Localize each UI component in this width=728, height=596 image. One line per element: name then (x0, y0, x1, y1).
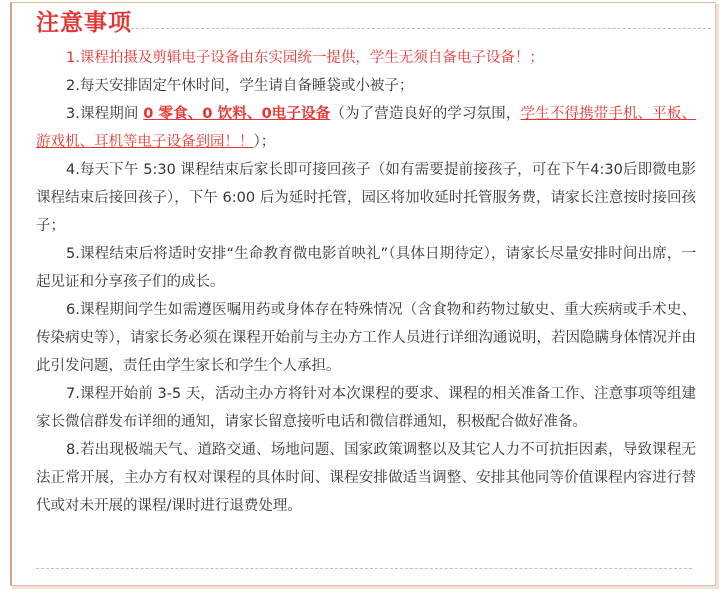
notice-item-8: 8.若出现极端天气、道路交通、场地问题、国家政策调整以及其它人力不可抗拒因素，导致课程无法正常开展，主办方有权对课程的具体时间、课程安排做适当调整、安排其他同等价值课程内容进行替代或对未开展的课程/课时进行退费处理。 (36, 442, 696, 514)
frame-shadow (12, 586, 719, 589)
notice-item-6: 6.课程期间学生如需遵医嘱用药或身体存在特殊情况（含食物和药物过敏史、重大疾病或手术史、传染病史等），请家长务必须在课程开始前与主办方工作人员进行详细沟通说明，若因隐瞒身体情况并由此引发问题，责任由学生家长和学生个人承担。 (36, 302, 696, 374)
notice-item-3-lead: 3.课程期间 (66, 106, 144, 122)
frame-shadow (716, 4, 719, 588)
notice-item-4: 4.每天下午 5:30 课程结束后家长即可接回孩子（如有需要提前接孩子，可在下午4:30后即微电影课程结束后接回孩子），下午 6:00 后为延时托管，园区将加收延时托管服务费，请家长注意按时接回孩子； (36, 162, 697, 234)
notice-item-3-end: ）； (253, 134, 276, 150)
bottom-divider (36, 568, 692, 569)
title-divider (131, 28, 711, 29)
page-title: 注意事项 (36, 10, 132, 36)
notice-item-2: 2.每天安排固定午休时间，学生请自备睡袋或小被子； (66, 78, 414, 94)
notice-list (36, 44, 696, 520)
notice-item-3-highlight: 0 零食、0 饮料、0电子设备 (143, 106, 331, 122)
notice-item-1: 1.课程拍摄及剪辑电子设备由东实园统一提供，学生无须自备电子设备！； (66, 50, 544, 66)
notice-item-5: 5.课程结束后将适时安排“生命教育微电影首映礼”（具体日期待定），请家长尽量安排时间出席，一起见证和分享孩子们的成长。 (36, 246, 696, 290)
notice-item-3 (36, 100, 696, 156)
notice-item-7: 7.课程开始前 3-5 天，活动主办方将针对本次课程的要求、课程的相关准备工作、注意事项等组建家长微信群发布详细的通知，请家长留意接听电话和微信群通知，积极配合做好准备。 (36, 386, 696, 430)
notice-item-3-middle: （为了营造良好的学习氛围， (330, 106, 521, 122)
notice-item-3-warning: 学生不得携带手机、平板、游戏机、耳机等电子设备到园！！ (36, 106, 696, 150)
